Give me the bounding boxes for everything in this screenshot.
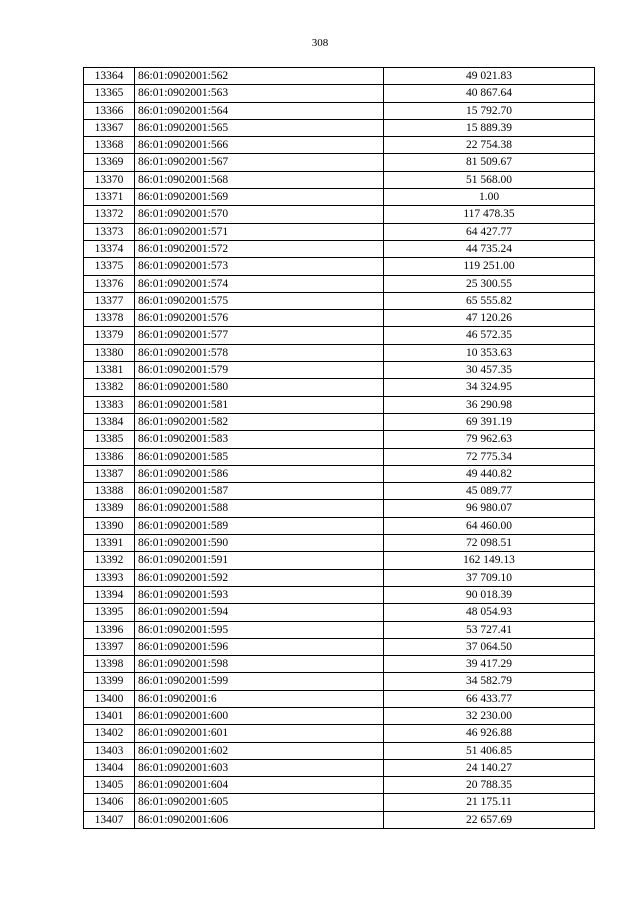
table-row [84,621,595,638]
table-row [84,189,595,206]
value-cell: 65 555.82 [384,292,595,309]
row-number-cell: 13370 [84,171,135,188]
page-number: 308 [311,37,329,49]
cadastral-number-cell: 86:01:0902001:570 [135,206,384,223]
row-number-cell: 13389 [84,500,135,517]
value-cell: 117 478.35 [384,206,595,223]
value-cell: 15 889.39 [384,119,595,136]
cadastral-number-cell: 86:01:0902001:562 [135,68,384,85]
cadastral-number-cell: 86:01:0902001:579 [135,362,384,379]
cadastral-number-cell: 86:01:0902001:582 [135,413,384,430]
row-number-cell: 13387 [84,465,135,482]
value-cell: 34 324.95 [384,379,595,396]
cadastral-number-cell: 86:01:0902001:603 [135,759,384,776]
row-number-cell: 13400 [84,690,135,707]
row-number-cell: 13376 [84,275,135,292]
value-cell: 15 792.70 [384,102,595,119]
row-number-cell: 13386 [84,448,135,465]
cadastral-number-cell: 86:01:0902001:602 [135,742,384,759]
value-cell: 162 149.13 [384,552,595,569]
value-cell: 69 391.19 [384,413,595,430]
row-number-cell: 13367 [84,119,135,136]
value-cell: 46 572.35 [384,327,595,344]
row-number-cell: 13406 [84,794,135,811]
value-cell: 64 460.00 [384,517,595,534]
value-cell: 22 754.38 [384,137,595,154]
table-row [84,258,595,275]
cadastral-number-cell: 86:01:0902001:600 [135,707,384,724]
table-row [84,552,595,569]
row-number-cell: 13372 [84,206,135,223]
table-row [84,413,595,430]
cadastral-number-cell: 86:01:0902001:578 [135,344,384,361]
value-cell: 48 054.93 [384,604,595,621]
row-number-cell: 13366 [84,102,135,119]
table-row [84,725,595,742]
value-cell: 119 251.00 [384,258,595,275]
table-row [84,777,595,794]
value-cell: 66 433.77 [384,690,595,707]
table-row [84,102,595,119]
value-cell: 39 417.29 [384,656,595,673]
value-cell: 37 064.50 [384,638,595,655]
value-cell: 46 926.88 [384,725,595,742]
table-row [84,327,595,344]
row-number-cell: 13391 [84,535,135,552]
row-number-cell: 13394 [84,586,135,603]
value-cell: 81 509.67 [384,154,595,171]
value-cell: 22 657.69 [384,811,595,828]
cadastral-number-cell: 86:01:0902001:601 [135,725,384,742]
table-row [84,68,595,85]
cadastral-number-cell: 86:01:0902001:598 [135,656,384,673]
row-number-cell: 13404 [84,759,135,776]
table-row [84,223,595,240]
cadastral-number-cell: 86:01:0902001:587 [135,483,384,500]
table-row [84,604,595,621]
table-row [84,85,595,102]
table-row [84,310,595,327]
row-number-cell: 13388 [84,483,135,500]
value-cell: 44 735.24 [384,240,595,257]
table-row [84,811,595,828]
cadastral-number-cell: 86:01:0902001:566 [135,137,384,154]
value-cell: 30 457.35 [384,362,595,379]
cadastral-number-cell: 86:01:0902001:585 [135,448,384,465]
value-cell: 1.00 [384,189,595,206]
value-cell: 37 709.10 [384,569,595,586]
table-row [84,292,595,309]
row-number-cell: 13403 [84,742,135,759]
cadastral-number-cell: 86:01:0902001:590 [135,535,384,552]
row-number-cell: 13364 [84,68,135,85]
value-cell: 34 582.79 [384,673,595,690]
cadastral-number-cell: 86:01:0902001:576 [135,310,384,327]
row-number-cell: 13399 [84,673,135,690]
table-row [84,690,595,707]
table-row [84,431,595,448]
row-number-cell: 13369 [84,154,135,171]
cadastral-number-cell: 86:01:0902001:574 [135,275,384,292]
value-cell: 36 290.98 [384,396,595,413]
table-row [84,656,595,673]
cadastral-number-cell: 86:01:0902001:589 [135,517,384,534]
cadastral-number-cell: 86:01:0902001:593 [135,586,384,603]
cadastral-number-cell: 86:01:0902001:581 [135,396,384,413]
row-number-cell: 13398 [84,656,135,673]
cadastral-number-cell: 86:01:0902001:586 [135,465,384,482]
value-cell: 25 300.55 [384,275,595,292]
cadastral-number-cell: 86:01:0902001:596 [135,638,384,655]
row-number-cell: 13380 [84,344,135,361]
row-number-cell: 13395 [84,604,135,621]
table-row [84,569,595,586]
value-cell: 49 440.82 [384,465,595,482]
cadastral-number-cell: 86:01:0902001:580 [135,379,384,396]
cadastral-number-cell: 86:01:0902001:564 [135,102,384,119]
row-number-cell: 13383 [84,396,135,413]
value-cell: 32 230.00 [384,707,595,724]
cadastral-number-cell: 86:01:0902001:594 [135,604,384,621]
cadastral-number-cell: 86:01:0902001:6 [135,690,384,707]
cadastral-number-cell: 86:01:0902001:583 [135,431,384,448]
value-cell: 51 406.85 [384,742,595,759]
cadastral-number-cell: 86:01:0902001:595 [135,621,384,638]
table-row [84,240,595,257]
table-row [84,673,595,690]
table-row [84,742,595,759]
table-row [84,517,595,534]
value-cell: 51 568.00 [384,171,595,188]
cadastral-number-cell: 86:01:0902001:565 [135,119,384,136]
table-row [84,465,595,482]
table-row [84,448,595,465]
table-row [84,137,595,154]
value-cell: 53 727.41 [384,621,595,638]
table-row [84,759,595,776]
table-row [84,119,595,136]
row-number-cell: 13385 [84,431,135,448]
row-number-cell: 13379 [84,327,135,344]
row-number-cell: 13392 [84,552,135,569]
row-number-cell: 13401 [84,707,135,724]
row-number-cell: 13381 [84,362,135,379]
table-row [84,500,595,517]
cadastral-number-cell: 86:01:0902001:569 [135,189,384,206]
row-number-cell: 13393 [84,569,135,586]
row-number-cell: 13378 [84,310,135,327]
cadastral-registry-table [83,67,595,829]
cadastral-number-cell: 86:01:0902001:568 [135,171,384,188]
value-cell: 45 089.77 [384,483,595,500]
value-cell: 72 775.34 [384,448,595,465]
row-number-cell: 13402 [84,725,135,742]
value-cell: 24 140.27 [384,759,595,776]
cadastral-number-cell: 86:01:0902001:592 [135,569,384,586]
table-row [84,794,595,811]
table-row [84,483,595,500]
value-cell: 47 120.26 [384,310,595,327]
row-number-cell: 13407 [84,811,135,828]
cadastral-number-cell: 86:01:0902001:577 [135,327,384,344]
value-cell: 96 980.07 [384,500,595,517]
row-number-cell: 13374 [84,240,135,257]
cadastral-number-cell: 86:01:0902001:573 [135,258,384,275]
value-cell: 90 018.39 [384,586,595,603]
row-number-cell: 13377 [84,292,135,309]
table-row [84,154,595,171]
table-row [84,396,595,413]
value-cell: 64 427.77 [384,223,595,240]
cadastral-number-cell: 86:01:0902001:567 [135,154,384,171]
value-cell: 49 021.83 [384,68,595,85]
table-row [84,535,595,552]
row-number-cell: 13375 [84,258,135,275]
cadastral-number-cell: 86:01:0902001:588 [135,500,384,517]
table-row [84,707,595,724]
row-number-cell: 13397 [84,638,135,655]
cadastral-number-cell: 86:01:0902001:591 [135,552,384,569]
table-row [84,344,595,361]
row-number-cell: 13373 [84,223,135,240]
cadastral-number-cell: 86:01:0902001:575 [135,292,384,309]
cadastral-number-cell: 86:01:0902001:604 [135,777,384,794]
cadastral-number-cell: 86:01:0902001:571 [135,223,384,240]
value-cell: 20 788.35 [384,777,595,794]
value-cell: 21 175.11 [384,794,595,811]
table-row [84,379,595,396]
row-number-cell: 13396 [84,621,135,638]
row-number-cell: 13384 [84,413,135,430]
value-cell: 10 353.63 [384,344,595,361]
row-number-cell: 13365 [84,85,135,102]
table-row [84,586,595,603]
table-row [84,362,595,379]
cadastral-number-cell: 86:01:0902001:572 [135,240,384,257]
table-row [84,638,595,655]
cadastral-number-cell: 86:01:0902001:599 [135,673,384,690]
cadastral-number-cell: 86:01:0902001:606 [135,811,384,828]
cadastral-number-cell: 86:01:0902001:605 [135,794,384,811]
registry-table-body [84,68,595,829]
value-cell: 40 867.64 [384,85,595,102]
table-row [84,275,595,292]
table-row [84,206,595,223]
row-number-cell: 13405 [84,777,135,794]
table-row [84,171,595,188]
row-number-cell: 13371 [84,189,135,206]
cadastral-number-cell: 86:01:0902001:563 [135,85,384,102]
row-number-cell: 13382 [84,379,135,396]
value-cell: 79 962.63 [384,431,595,448]
row-number-cell: 13390 [84,517,135,534]
value-cell: 72 098.51 [384,535,595,552]
row-number-cell: 13368 [84,137,135,154]
